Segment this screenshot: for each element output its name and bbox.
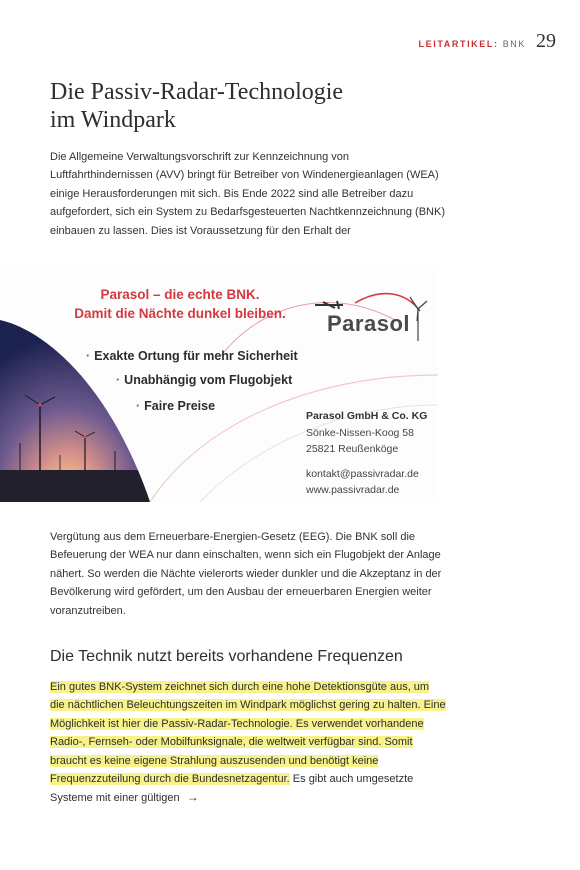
trailing-text: Es gibt auch umgesetzte Systeme mit einer gültigen bbox=[50, 773, 414, 805]
ad-headline bbox=[60, 285, 300, 323]
ad-bullet bbox=[116, 373, 292, 387]
article-title-line2: im Windpark bbox=[50, 107, 176, 133]
parasol-logo bbox=[305, 283, 430, 353]
airplane-icon bbox=[315, 301, 343, 309]
ad-contact-block bbox=[306, 408, 427, 499]
highlighted-text: Ein gutes BNK-System zeichnet sich durch eine hohe Detektionsgüte aus, um die nächtlichen Beleuchtungszeiten im Windpark möglichst gering zu halten. Eine Möglichkeit ist hier die Passiv-Radar-Technologie. Es verwendet vorhandene Radio-, Fernseh- oder Mobilfunksignale, die weltweit verfügbar sind. Somit braucht es keine eigene Strahlung auszusenden und benötigt keine Frequenzzuteilung durch die Bundesnetzagentur. bbox=[50, 681, 446, 786]
advertisement bbox=[0, 265, 438, 502]
article-title bbox=[50, 78, 470, 134]
page-number: 29 bbox=[536, 30, 556, 52]
logo-text: Parasol bbox=[327, 311, 410, 336]
article-title-line1: Die Passiv-Radar-Technologie bbox=[50, 79, 344, 105]
ad-bullet-text: Exakte Ortung für mehr Sicherheit bbox=[94, 349, 298, 363]
bullet-dot-icon: · bbox=[86, 349, 91, 363]
ad-website[interactable]: www.passivradar.de bbox=[306, 484, 400, 496]
ad-email[interactable]: kontakt@passivradar.de bbox=[306, 467, 419, 480]
ad-headline-line2: Damit die Nächte dunkel bleiben. bbox=[74, 306, 286, 321]
section-label bbox=[419, 39, 526, 49]
ad-company-name: Parasol GmbH & Co. KG bbox=[306, 410, 428, 422]
section-label-sub: BNK bbox=[502, 39, 526, 49]
bullet-dot-icon: · bbox=[136, 399, 141, 413]
ad-headline-line1: Parasol – die echte BNK. bbox=[100, 287, 260, 302]
page-header bbox=[419, 30, 556, 53]
ad-bullet-text: Unabhängig vom Flugobjekt bbox=[124, 373, 293, 387]
intro-paragraph: Die Allgemeine Verwaltungsvorschrift zur Kennzeichnung von Luftfahrthindernissen (AVV) bringt für Betreiber von Windenergieanlagen (WEA) einige Herausforderungen mit sich. Bis Ende 2022 sind alle Betreiber dazu aufgefordert, sich ein System zu Bedarfsgesteuerten Nachtkennzeichnung (BNK) einbauen zu lassen. Dies ist Voraussetzung für den Erhalt der bbox=[50, 151, 445, 237]
section-label-main: LEITARTIKEL: bbox=[418, 39, 499, 49]
continue-arrow-icon: → bbox=[186, 790, 199, 805]
ad-street: Sönke-Nissen-Koog 58 bbox=[306, 426, 414, 439]
bullet-dot-icon: · bbox=[116, 373, 121, 387]
ad-bullet bbox=[136, 399, 215, 413]
body-paragraph: Vergütung aus dem Erneuerbare-Energien-Gesetz (EEG). Die BNK soll die Befeuerung der WEA nur dann einschalten, wenn sich ein Flugobjekt der Anlage nähert. So werden die Nächte vielerorts wieder dunkler und die Akzeptanz in der Bevölkerung wird gefördert, um den Ausbau der erneuerbaren Energien weiter voranzutreiben. bbox=[50, 531, 442, 617]
highlighted-paragraph bbox=[50, 678, 446, 808]
ad-bullet-text: Faire Preise bbox=[144, 399, 216, 413]
ad-city: 25821 Reußenköge bbox=[306, 443, 399, 455]
ad-bullet bbox=[86, 349, 298, 363]
sub-heading: Die Technik nutzt bereits vorhandene Frequenzen bbox=[50, 648, 403, 665]
